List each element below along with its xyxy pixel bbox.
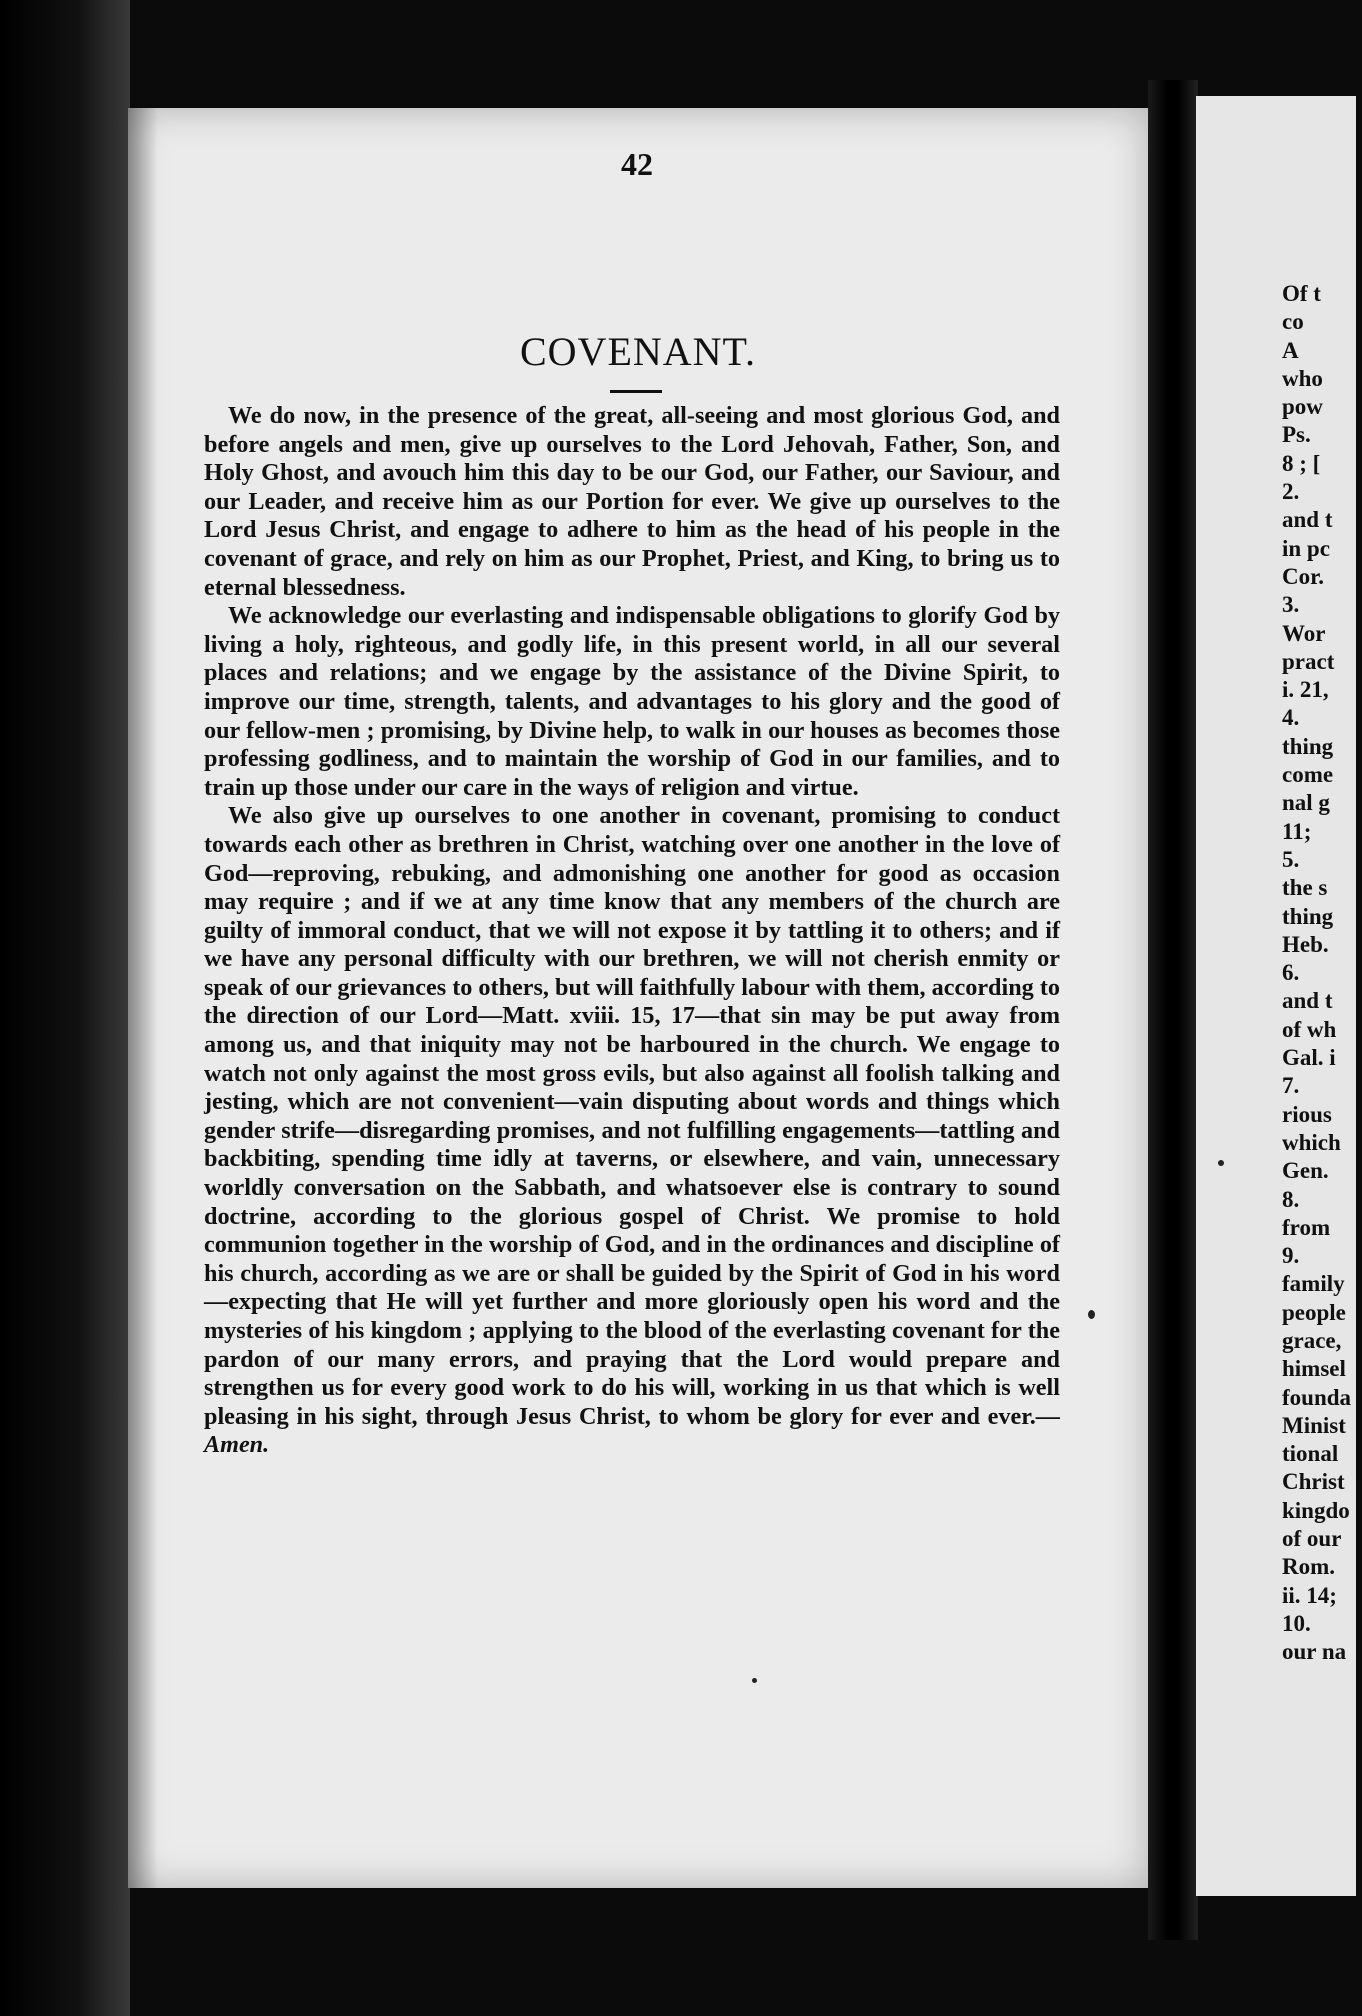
facing-page-fragment: ii. 14; — [1282, 1582, 1337, 1608]
left-margin-shadow — [0, 0, 130, 2016]
facing-page-fragment: 9. — [1282, 1243, 1300, 1269]
facing-page-fragment: tional — [1282, 1441, 1339, 1467]
facing-page-fragment: which — [1282, 1129, 1341, 1155]
facing-page-fragment: our na — [1282, 1639, 1347, 1665]
covenant-text — [204, 402, 1060, 1460]
paragraph — [204, 802, 1060, 1460]
facing-page-fragment: Cor. — [1282, 563, 1324, 589]
facing-page-fragment: 6. — [1282, 960, 1300, 986]
facing-page-fragment: Rom. — [1282, 1554, 1336, 1580]
facing-page-fragment: 4. — [1282, 705, 1300, 731]
facing-page-fragment: nal g — [1282, 790, 1330, 816]
facing-page-fragment: pract — [1282, 648, 1335, 674]
facing-page-text — [1282, 280, 1362, 1667]
facing-page-fragment: thing — [1282, 733, 1334, 759]
facing-page-fragment: family — [1282, 1271, 1345, 1297]
paragraph: We do now, in the presence of the great, all-seeing and most glorious God, and before angels and men, give up ourselves to the Lord Jehovah, Father, Son, and Holy Ghost, and avouch him this day to be our God, our Father, our Saviour, and our Leader, and receive him as our Portion for ever. We give up ourselves to the Lord Jesus Christ, and engage to adhere to him as the head of his people in the covenant of grace, and rely on him as our Prophet, Priest, and King, to bring us to eternal blessedness. — [204, 402, 1060, 601]
facing-page-fragment: of wh — [1282, 1016, 1337, 1042]
paragraph: We acknowledge our everlasting and indispensable obligations to glorify God by living a holy, righteous, and godly life, in this present world, in all our several places and relations; and we engage by the assistance of the Divine Spirit, to improve our time, strength, talents, and advantages to his glory and the good of our fellow-men ; promising, by Divine help, to walk in our houses as becomes those professing godliness, and to maintain the worship of God in our families, and to train up those under our care in the ways of religion and virtue. — [204, 602, 1060, 801]
facing-page-fragment: himsel — [1282, 1356, 1346, 1382]
facing-page-fragment: thing — [1282, 903, 1334, 929]
facing-page-fragment: pow — [1282, 394, 1323, 420]
facing-page-fragment: Gen. — [1282, 1158, 1329, 1184]
facing-page-fragment: and t — [1282, 507, 1333, 533]
facing-page-fragment: grace, — [1282, 1327, 1342, 1353]
facing-page-fragment: Gal. i — [1282, 1045, 1336, 1071]
facing-page-fragment: A — [1282, 337, 1299, 363]
print-speck — [1088, 1310, 1095, 1319]
title-rule — [610, 390, 662, 393]
facing-page-fragment: 11; — [1282, 818, 1312, 844]
facing-page-fragment: 3. — [1282, 592, 1300, 618]
facing-page-fragment: i. 21, — [1282, 677, 1329, 703]
facing-page-fragment: 8 ; [ — [1282, 450, 1321, 476]
print-speck — [752, 1678, 757, 1683]
facing-page-fragment: the s — [1282, 875, 1328, 901]
facing-page-fragment: co — [1282, 309, 1304, 335]
facing-page-fragment: 2. — [1282, 479, 1300, 505]
book-gutter — [1148, 80, 1198, 1940]
page-number: 42 — [621, 146, 653, 182]
facing-page-fragment: Heb. — [1282, 931, 1329, 957]
facing-page-fragment: 8. — [1282, 1186, 1300, 1212]
facing-page-fragment: 7. — [1282, 1073, 1300, 1099]
facing-page-fragment: who — [1282, 365, 1323, 391]
facing-page-fragment: founda — [1282, 1384, 1352, 1410]
facing-page-fragment: 10. — [1282, 1610, 1311, 1636]
facing-page-fragment: and t — [1282, 988, 1333, 1014]
facing-page-fragment: rious — [1282, 1101, 1332, 1127]
facing-page-fragment: kingdo — [1282, 1497, 1350, 1523]
facing-page-fragment: 5. — [1282, 846, 1300, 872]
paragraph-text: We also give up ourselves to one another in covenant, promising to conduct towards each other as brethren in Christ, watching over one another in the love of God—reproving, rebuking, and admonishing one another for good as occasion may require ; and if we at any time know that any members of the church are guilty of immoral conduct, that we will not expose it by tattling it to others; and if we have any personal difficulty with our brethren, we will not cherish enmity or speak of our grievances to others, but will faithfully labour with them, according to the direction of our Lord—Matt. xviii. 15, 17—that sin may be put away from among us, and that iniquity may not be harboured in the church. We engage to watch not only against the most gross evils, but also against all foolish talking and jesting, which are not convenient—vain disputing about words and things which gender strife—disregarding promises, and not fulfilling engagements—tattling and backbiting, spending time idly at taverns, or elsewhere, and vain, unnecessary worldly conversation on the Sabbath, and whatsoever else is contrary to sound doctrine, according to the glorious gospel of Christ. We promise to hold communion together in the worship of God, and in the ordinances and discipline of his church, according as we are or shall be guided by the Spirit of God in his word—expecting that He will yet further and more gloriously open his word and the mysteries of his kingdom ; applying to the blood of the everlasting covenant for the pardon of our many errors, and praying that the Lord would prepare and strengthen us for every good work to do his will, working in us that which is well pleasing in his sight, through Jesus Christ, to whom be glory for ever and ever. — [204, 802, 1060, 1430]
amen-closing: —Amen. — [204, 1402, 1060, 1459]
page-title: COVENANT. — [519, 329, 756, 374]
facing-page-fragment: of our — [1282, 1526, 1342, 1552]
print-speck — [1218, 1160, 1224, 1166]
facing-page-fragment: people — [1282, 1299, 1346, 1325]
facing-page-fragment: Christ — [1282, 1469, 1345, 1495]
facing-page-fragment: come — [1282, 762, 1334, 788]
facing-page-fragment: Of t — [1282, 281, 1321, 306]
facing-page-fragment: Ps. — [1282, 422, 1311, 448]
facing-page-fragment: Wor — [1282, 620, 1326, 646]
facing-page-fragment: Minist — [1282, 1412, 1346, 1438]
facing-page-fragment: in pc — [1282, 535, 1330, 561]
facing-page-fragment: from — [1282, 1214, 1331, 1240]
